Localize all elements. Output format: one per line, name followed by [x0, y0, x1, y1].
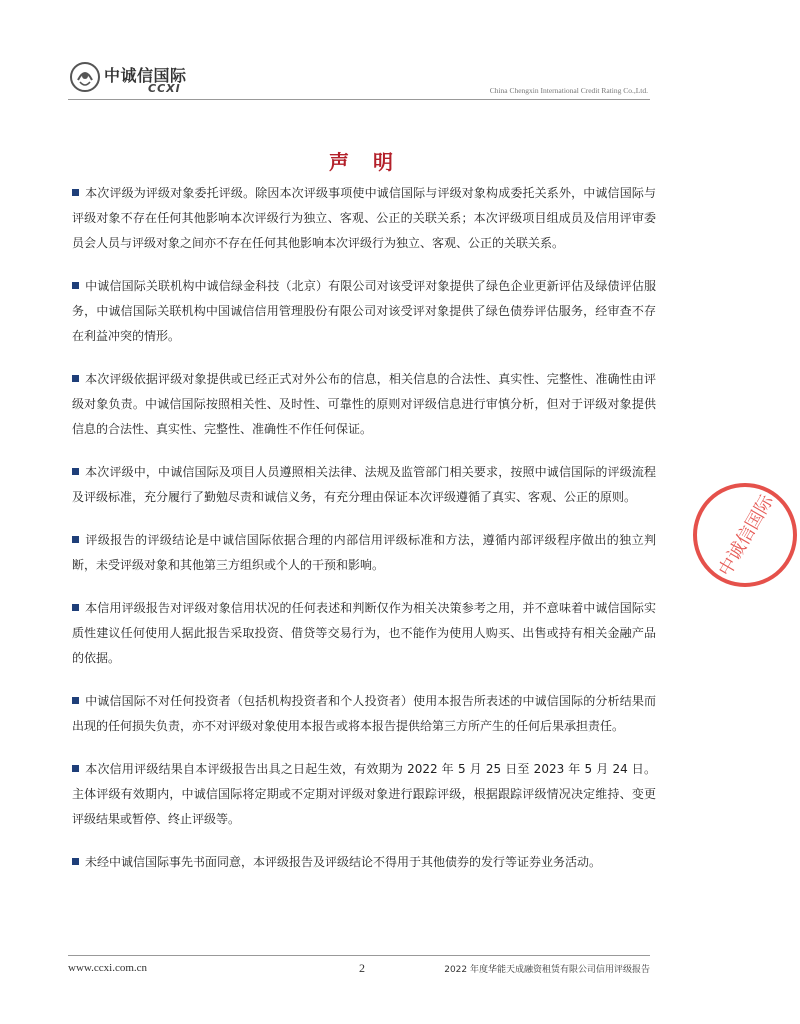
statement-item	[72, 596, 656, 671]
logo-chinese-name: 中诚信国际	[104, 66, 187, 85]
statement-text: 本次信用评级结果自本评级报告出具之日起生效，有效期为 2022 年 5 月 25 日至 2023 年 5 月 24 日。主体评级有效期内，中诚信国际将定期或不定期对评级对象进行跟踪评级，根据跟踪评级情况决定维持、变更评级结果或暂停、终止评级等。	[72, 762, 656, 826]
header-bar	[68, 60, 650, 100]
statement-item	[72, 689, 656, 739]
square-bullet-icon	[72, 189, 79, 196]
statement-text: 本次评级中，中诚信国际及项目人员遵照相关法律、法规及监管部门相关要求，按照中诚信国际的评级流程及评级标准，充分履行了勤勉尽责和诚信义务，有充分理由保证本次评级遵循了真实、客观、公正的原则。	[72, 465, 656, 504]
statement-item	[72, 460, 656, 510]
statement-text: 未经中诚信国际事先书面同意，本评级报告及评级结论不得用于其他债券的发行等证券业务活动。	[85, 855, 602, 869]
statement-list	[72, 181, 656, 893]
footer-report-title: 2022 年度华能天成融资租赁有限公司信用评级报告	[444, 965, 650, 975]
header-divider	[68, 99, 650, 100]
square-bullet-icon	[72, 468, 79, 475]
footer-divider	[68, 955, 650, 956]
square-bullet-icon	[72, 536, 79, 543]
statement-item	[72, 367, 656, 442]
statement-item	[72, 850, 656, 875]
company-english-name: China Chengxin International Credit Rating Co.,Ltd.	[489, 86, 648, 95]
footer-website: www.ccxi.com.cn	[68, 962, 148, 974]
statement-text: 本信用评级报告对评级对象信用状况的任何表述和判断仅作为相关决策参考之用，并不意味着中诚信国际实质性建议任何使用人据此报告采取投资、借贷等交易行为，也不能作为使用人购买、出售或持有相关金融产品的依据。	[72, 601, 656, 665]
square-bullet-icon	[72, 282, 79, 289]
page-title: 声 明	[329, 150, 395, 174]
statement-text: 本次评级为评级对象委托评级。除因本次评级事项使中诚信国际与评级对象构成委托关系外，中诚信国际与评级对象不存在任何其他影响本次评级行为独立、客观、公正的关联关系；本次评级项目组成员及信用评审委员会人员与评级对象之间亦不存在任何其他影响本次评级行为独立、客观、公正的关联关系。	[72, 186, 656, 250]
statement-item	[72, 528, 656, 578]
square-bullet-icon	[72, 697, 79, 704]
statement-item	[72, 274, 656, 349]
page-number: 2	[359, 961, 365, 975]
ccxi-logo-icon	[68, 60, 102, 94]
square-bullet-icon	[72, 765, 79, 772]
statement-text: 中诚信国际不对任何投资者（包括机构投资者和个人投资者）使用本报告所表述的中诚信国际的分析结果而出现的任何损失负责，亦不对评级对象使用本报告或将本报告提供给第三方所产生的任何后果承担责任。	[72, 694, 656, 733]
statement-text: 中诚信国际关联机构中诚信绿金科技（北京）有限公司对该受评对象提供了绿色企业更新评估及绿债评估服务，中诚信国际关联机构中国诚信信用管理股份有限公司对该受评对象提供了绿色债券评估服务，经审查不存在利益冲突的情形。	[72, 279, 656, 343]
statement-item	[72, 757, 656, 832]
company-seal-stamp	[690, 480, 800, 590]
square-bullet-icon	[72, 604, 79, 611]
statement-text: 评级报告的评级结论是中诚信国际依据合理的内部信用评级标准和方法，遵循内部评级程序做出的独立判断，未受评级对象和其他第三方组织或个人的干预和影响。	[72, 533, 656, 572]
statement-text: 本次评级依据评级对象提供或已经正式对外公布的信息，相关信息的合法性、真实性、完整性、准确性由评级对象负责。中诚信国际按照相关性、及时性、可靠性的原则对评级信息进行审慎分析，但对于评级对象提供信息的合法性、真实性、完整性、准确性不作任何保证。	[72, 372, 656, 436]
square-bullet-icon	[72, 858, 79, 865]
seal-text: 中诚信国际	[714, 491, 778, 580]
square-bullet-icon	[72, 375, 79, 382]
statement-item	[72, 181, 656, 256]
logo-english-name: CCXI	[148, 82, 181, 95]
